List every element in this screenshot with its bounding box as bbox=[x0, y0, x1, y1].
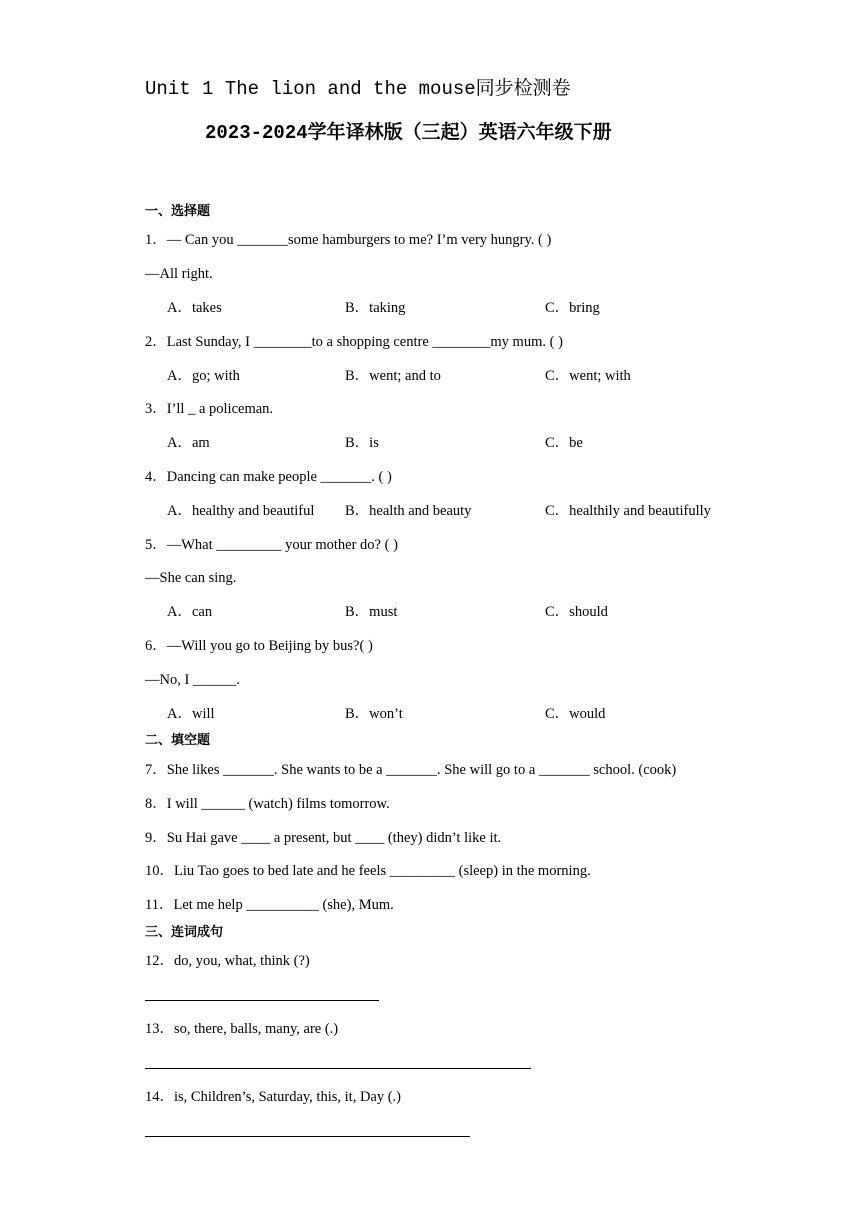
question-13: 13．so, there, balls, many, are (.) bbox=[145, 1021, 339, 1037]
question-14: 14．is, Children’s, Saturday, this, it, Day (.) bbox=[145, 1089, 402, 1105]
question-5-option-c: C．should bbox=[545, 604, 608, 620]
question-3-option-c: C．be bbox=[545, 435, 583, 451]
question-4-option-a: A．healthy and beautiful bbox=[167, 503, 315, 519]
question-5-reply: —She can sing. bbox=[145, 570, 237, 586]
worksheet-subtitle: 2023-2024学年译林版（三起）英语六年级下册 bbox=[205, 122, 612, 144]
answer-line-12[interactable] bbox=[145, 1000, 379, 1001]
question-6-option-b: B．won’t bbox=[345, 706, 403, 722]
question-3-option-b: B．is bbox=[345, 435, 379, 451]
question-6-option-c: C．would bbox=[545, 706, 606, 722]
question-2-option-a: A．go; with bbox=[167, 368, 240, 384]
section-heading-order: 三、连词成句 bbox=[145, 925, 224, 940]
question-2-option-b: B．went; and to bbox=[345, 368, 441, 384]
question-1-option-a: A．takes bbox=[167, 300, 222, 316]
question-4-option-c: C．healthily and beautifully bbox=[545, 503, 711, 519]
question-6: 6．—Will you go to Beijing by bus?( ) bbox=[145, 638, 373, 654]
question-1-reply: —All right. bbox=[145, 266, 213, 282]
section-heading-choice: 一、选择题 bbox=[145, 204, 211, 219]
question-2: 2．Last Sunday, I ________to a shopping centre ________my mum. ( ) bbox=[145, 334, 563, 350]
answer-line-14[interactable] bbox=[145, 1136, 470, 1137]
question-1-option-c: C．bring bbox=[545, 300, 600, 316]
question-2-option-c: C．went; with bbox=[545, 368, 631, 384]
question-6-option-a: A．will bbox=[167, 706, 215, 722]
question-4-option-b: B．health and beauty bbox=[345, 503, 472, 519]
question-4: 4．Dancing can make people _______. ( ) bbox=[145, 469, 392, 485]
question-9: 9．Su Hai gave ____ a present, but ____ (they) didn’t like it. bbox=[145, 830, 502, 846]
question-7: 7．She likes _______. She wants to be a _______. She will go to a _______ school. (cook) bbox=[145, 762, 677, 778]
question-5-option-b: B．must bbox=[345, 604, 398, 620]
question-8: 8．I will ______ (watch) films tomorrow. bbox=[145, 796, 390, 812]
question-5: 5．—What _________ your mother do? ( ) bbox=[145, 537, 398, 553]
question-12: 12．do, you, what, think (?) bbox=[145, 953, 310, 969]
question-11: 11．Let me help __________ (she), Mum. bbox=[145, 897, 394, 913]
question-3: 3．I’ll _ a policeman. bbox=[145, 401, 274, 417]
section-heading-fill: 二、填空题 bbox=[145, 733, 211, 748]
question-5-option-a: A．can bbox=[167, 604, 213, 620]
question-1: 1．— Can you _______some hamburgers to me? I’m very hungry. ( ) bbox=[145, 232, 552, 248]
question-3-option-a: A．am bbox=[167, 435, 210, 451]
question-1-option-b: B．taking bbox=[345, 300, 406, 316]
question-6-reply: —No, I ______. bbox=[145, 672, 241, 688]
question-10: 10．Liu Tao goes to bed late and he feels _________ (sleep) in the morning. bbox=[145, 863, 591, 879]
answer-line-13[interactable] bbox=[145, 1068, 531, 1069]
worksheet-title: Unit 1 The lion and the mouse同步检测卷 bbox=[145, 78, 571, 100]
